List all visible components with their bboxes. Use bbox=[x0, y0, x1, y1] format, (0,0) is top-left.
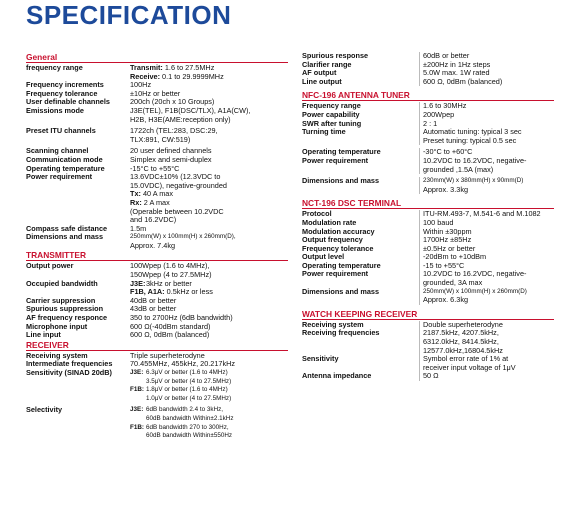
spec-value-line: 60dB bandwidth Within±550Hz bbox=[146, 432, 233, 440]
spec-label: Receiving frequencies bbox=[302, 328, 380, 338]
spec-value-line: ±0.5Hz or better bbox=[423, 243, 476, 253]
spec-column-left bbox=[26, 52, 288, 441]
spec-value-line: 250mm(W) x 100mm(H) x 260mm(D), bbox=[130, 233, 236, 241]
spec-row-emissions-mode bbox=[26, 107, 288, 124]
spec-value-line: 60dB bandwidth Within±2.1kHz bbox=[146, 414, 234, 422]
spec-row-occupied-bandwidth bbox=[26, 280, 288, 297]
spec-value-line: Simplex and semi-duplex bbox=[130, 154, 212, 164]
spec-row-antenna-impedance bbox=[302, 372, 554, 381]
spec-value-line: J3E: 6dB bandwidth 2.4 to 3kHz, bbox=[130, 406, 224, 414]
spec-label: Antenna impedance bbox=[302, 371, 372, 381]
spec-label: SWR after tuning bbox=[302, 118, 362, 128]
spec-value-line: 3.5μV or better (4 to 27.5MHz) bbox=[146, 377, 232, 385]
spec-label: Spurious response bbox=[302, 51, 369, 60]
spec-value-line: -30°C to +60°C bbox=[423, 147, 473, 157]
spec-value-line: (Operable between 10.2VDC bbox=[130, 206, 224, 216]
spec-value bbox=[130, 369, 288, 403]
spec-label: Communication mode bbox=[26, 154, 103, 164]
spec-value bbox=[130, 233, 288, 250]
spec-value-line: Within ±30ppm bbox=[423, 226, 472, 236]
spec-value bbox=[419, 355, 554, 372]
spec-value-line: 600 Ω, 0dBm (balanced) bbox=[423, 76, 503, 86]
spec-row-line-output bbox=[302, 78, 554, 87]
spec-label: Modulation accuracy bbox=[302, 226, 375, 236]
spec-value-line: 2187.5kHz, 4207.5kHz, bbox=[423, 328, 499, 338]
spec-value-line: H2B, H3E(AME:reception only) bbox=[130, 114, 231, 124]
spec-value-line: 40dB or better bbox=[130, 295, 177, 305]
spec-value-line: 100 baud bbox=[423, 217, 454, 227]
spec-section-nct-196-dsc-terminal bbox=[302, 198, 554, 305]
spec-value-line: grounded, 3A max bbox=[423, 278, 483, 288]
spec-value-line: 100Hz bbox=[130, 80, 152, 90]
spec-value-line: 60dB or better bbox=[423, 51, 470, 60]
spec-label: Sensitivity (SINAD 20dB) bbox=[26, 368, 112, 377]
spec-label: Turning time bbox=[302, 127, 346, 137]
spec-value-line: 250mm(W) x 100mm(H) x 260mm(D) bbox=[423, 287, 527, 295]
spec-value-line: 6312.0kHz, 8414.5kHz, bbox=[423, 337, 499, 347]
spec-row-dimensions-and-mass bbox=[26, 233, 288, 250]
spec-label: Scanning channel bbox=[26, 146, 89, 156]
spec-value-line: Automatic tuning: typical 3 sec bbox=[423, 127, 522, 137]
page-title: SPECIFICATION bbox=[26, 0, 232, 30]
spec-label: Occupied bandwidth bbox=[26, 278, 98, 288]
spec-value-line: Tx: 40 A max bbox=[130, 189, 173, 199]
spec-label: Line output bbox=[302, 76, 342, 86]
spec-value bbox=[419, 372, 554, 381]
spec-row-dimensions-and-mass bbox=[302, 288, 554, 305]
spec-value-line: 10.2VDC to 16.2VDC, negative- bbox=[423, 155, 527, 165]
section-heading: RECEIVER bbox=[26, 340, 288, 351]
spec-value-line: 230mm(W) x 380mm(H) x 90mm(D) bbox=[423, 177, 524, 185]
spec-label: Frequency tolerance bbox=[302, 243, 374, 253]
spec-value-line: ITU-RM.493-7, M.541-6 and M.1082 bbox=[423, 209, 541, 219]
spec-value bbox=[130, 280, 288, 297]
spec-value-line: -15°C to +55°C bbox=[130, 163, 180, 173]
spec-value-line: 350 to 2700Hz (6dB bandwidth) bbox=[130, 313, 233, 323]
spec-label: Compass safe distance bbox=[26, 223, 108, 233]
spec-label: Dimensions and mass bbox=[302, 176, 380, 186]
spec-value-line: Approx. 7.4kg bbox=[130, 240, 176, 250]
spec-value-line: 1722ch (TEL:283, DSC:29, bbox=[130, 126, 218, 136]
spec-value bbox=[419, 157, 554, 174]
spec-value-line: Rx: 2 A max bbox=[130, 197, 170, 207]
spec-label: Operating temperature bbox=[302, 147, 381, 157]
spec-value-line: 600 Ω, 0dBm (balanced) bbox=[130, 330, 210, 340]
spec-value bbox=[419, 329, 554, 355]
spec-label: Microphone input bbox=[26, 321, 88, 331]
spec-label: Frequency range bbox=[302, 101, 361, 111]
spec-row-sensitivity-sinad-20db bbox=[26, 369, 288, 403]
spec-row-sensitivity bbox=[302, 355, 554, 372]
spec-label: Sensitivity bbox=[302, 354, 339, 364]
spec-label: Power requirement bbox=[26, 172, 93, 182]
spec-value-line: 12577.0kHz,16804.5kHz bbox=[423, 345, 503, 355]
spec-value-line: 13.6VDC±10% (12.3VDC to bbox=[130, 172, 221, 182]
spec-label: Line input bbox=[26, 330, 61, 340]
spec-value-line: 10.2VDC to 16.2VDC, negative- bbox=[423, 269, 527, 279]
section-heading: NFC-196 ANTENNA TUNER bbox=[302, 90, 554, 101]
spec-row-preset-itu-channels bbox=[26, 127, 288, 144]
spec-value bbox=[130, 64, 288, 81]
spec-label: Clarifier range bbox=[302, 59, 352, 69]
spec-value-line: 50 Ω bbox=[423, 371, 439, 381]
spec-value-line: 1.6 to 30MHz bbox=[423, 101, 467, 111]
spec-value-line: Approx. 3.3kg bbox=[423, 184, 469, 194]
spec-value-line: 150Wpep (4 to 27.5MHz) bbox=[130, 270, 212, 280]
spec-value bbox=[130, 262, 288, 279]
spec-label: Preset ITU channels bbox=[26, 126, 96, 136]
spec-value bbox=[130, 173, 288, 225]
spec-value-line: J3E:3kHz or better bbox=[130, 278, 192, 288]
spec-value-line: 200Wpep bbox=[423, 109, 455, 119]
spec-value bbox=[130, 406, 288, 440]
spec-value-line: 20 user defined channels bbox=[130, 146, 212, 156]
spec-section-transmitter bbox=[26, 250, 288, 339]
spec-value bbox=[419, 177, 554, 194]
spec-label: User definable channels bbox=[26, 97, 110, 107]
spec-value-line: -20dBm to +10dBm bbox=[423, 252, 487, 262]
spec-value-line: 100Wpep (1.6 to 4MHz), bbox=[130, 261, 210, 271]
spec-value-line: 43dB or better bbox=[130, 304, 177, 314]
spec-section-continued bbox=[302, 52, 554, 86]
spec-row-line-input bbox=[26, 331, 288, 340]
spec-label: Modulation rate bbox=[302, 217, 357, 227]
section-heading: NCT-196 DSC TERMINAL bbox=[302, 198, 554, 209]
spec-value-line: TLX:891, CW:519) bbox=[130, 134, 191, 144]
spec-row-dimensions-and-mass bbox=[302, 177, 554, 194]
spec-value-line: 5.0W max. 1W rated bbox=[423, 68, 490, 78]
spec-label: Protocol bbox=[302, 209, 332, 219]
spec-label: Operating temperature bbox=[302, 260, 381, 270]
spec-label: Output power bbox=[26, 261, 74, 271]
spec-value-line: J3E(TEL), F1B(DSC/TLX), A1A(CW), bbox=[130, 105, 251, 115]
spec-label: Dimensions and mass bbox=[302, 286, 380, 296]
spec-value-line: 1.5m bbox=[130, 223, 147, 233]
spec-section-general bbox=[26, 52, 288, 250]
spec-label: Emissions mode bbox=[26, 105, 84, 115]
spec-value-line: 1700Hz ±85Hz bbox=[423, 235, 472, 245]
spec-value-line: -15 to +55°C bbox=[423, 260, 465, 270]
spec-label: AF frequency responce bbox=[26, 313, 108, 323]
spec-label: Intermediate frequencies bbox=[26, 359, 113, 369]
spec-value-line: Double superheterodyne bbox=[423, 319, 503, 329]
spec-value bbox=[130, 107, 288, 124]
spec-label: Power requirement bbox=[302, 155, 369, 165]
spec-row-turning-time bbox=[302, 128, 554, 145]
spec-value-line: and 16.2VDC) bbox=[130, 215, 177, 225]
spec-value-line: F1B, A1A: 0.5kHz or less bbox=[130, 287, 213, 297]
spec-label: Receiving system bbox=[26, 350, 88, 360]
spec-label: AF output bbox=[302, 68, 337, 78]
spec-value-line: grounded ,1.5A (max) bbox=[423, 164, 494, 174]
spec-value-line: ±200Hz in 1Hz steps bbox=[423, 59, 491, 69]
spec-label: Carrier suppression bbox=[26, 295, 96, 305]
spec-value-line: 70.455MHz, 455kHz, 20.217kHz bbox=[130, 359, 236, 369]
spec-value-line: 1.0μV or better (4 to 27.5MHz) bbox=[146, 394, 232, 402]
spec-value-line: ±10Hz or better bbox=[130, 88, 181, 98]
spec-value bbox=[419, 270, 554, 287]
spec-label: Receiving system bbox=[302, 319, 364, 329]
spec-row-output-power bbox=[26, 262, 288, 279]
spec-label: Frequency tolerance bbox=[26, 88, 98, 98]
spec-value-line: Preset tuning: typical 0.5 sec bbox=[423, 135, 517, 145]
spec-row-frequency-range bbox=[26, 64, 288, 81]
spec-label: frequency range bbox=[26, 63, 83, 72]
spec-value bbox=[419, 288, 554, 305]
spec-value bbox=[419, 111, 554, 120]
spec-value bbox=[130, 331, 288, 340]
section-heading: TRANSMITTER bbox=[26, 250, 288, 261]
spec-label: Spurious suppression bbox=[26, 304, 104, 314]
spec-value bbox=[130, 127, 288, 144]
spec-value-line: Receive: 0.1 to 29.9999MHz bbox=[130, 71, 224, 81]
spec-label: Selectivity bbox=[26, 405, 63, 415]
spec-section-watch-keeping-receiver bbox=[302, 309, 554, 381]
spec-label: Output frequency bbox=[302, 235, 363, 245]
section-heading: General bbox=[26, 52, 288, 63]
spec-value-line: F1B: 6dB bandwidth 270 to 300Hz, bbox=[130, 423, 229, 431]
spec-value bbox=[130, 225, 288, 234]
spec-value bbox=[419, 78, 554, 87]
spec-row-power-requirement bbox=[26, 173, 288, 225]
spec-section-receiver bbox=[26, 340, 288, 441]
spec-value-line: 15.0VDC), negative-grounded bbox=[130, 180, 227, 190]
spec-value-line: J3E: 6.3μV or better (1.6 to 4MHz) bbox=[130, 369, 228, 376]
spec-value-line: Transmit: 1.6 to 27.5MHz bbox=[130, 63, 215, 72]
spec-value-line: 2 : 1 bbox=[423, 118, 438, 128]
spec-value-line: Triple superheterodyne bbox=[130, 350, 205, 360]
spec-row-power-requirement bbox=[302, 270, 554, 287]
spec-label: Output level bbox=[302, 252, 345, 262]
spec-label: Operating temperature bbox=[26, 163, 105, 173]
spec-value-line: receiver input voltage of 1μV bbox=[423, 362, 516, 372]
spec-value-line: 200ch (20ch x 10 Groups) bbox=[130, 97, 215, 107]
spec-row-receiving-frequencies bbox=[302, 329, 554, 355]
spec-value-line: Approx. 6.3kg bbox=[423, 295, 469, 305]
spec-value-line: Symbol error rate of 1% at bbox=[423, 354, 509, 364]
spec-column-right bbox=[302, 52, 554, 385]
spec-section-nfc-196-antenna-tuner bbox=[302, 90, 554, 194]
spec-row-power-requirement bbox=[302, 157, 554, 174]
spec-row-selectivity bbox=[26, 406, 288, 440]
spec-value bbox=[419, 128, 554, 145]
spec-label: Dimensions and mass bbox=[26, 232, 104, 242]
spec-value-line: 600 Ω(-40dBm standard) bbox=[130, 321, 211, 331]
section-heading: WATCH KEEPING RECEIVER bbox=[302, 309, 554, 320]
spec-value bbox=[130, 360, 288, 369]
spec-label: Power requirement bbox=[302, 269, 369, 279]
spec-label: Frequency increments bbox=[26, 80, 104, 90]
spec-value-line: F1B: 1.8μV or better (1.6 to 4MHz) bbox=[130, 386, 228, 394]
spec-label: Power capability bbox=[302, 109, 360, 119]
